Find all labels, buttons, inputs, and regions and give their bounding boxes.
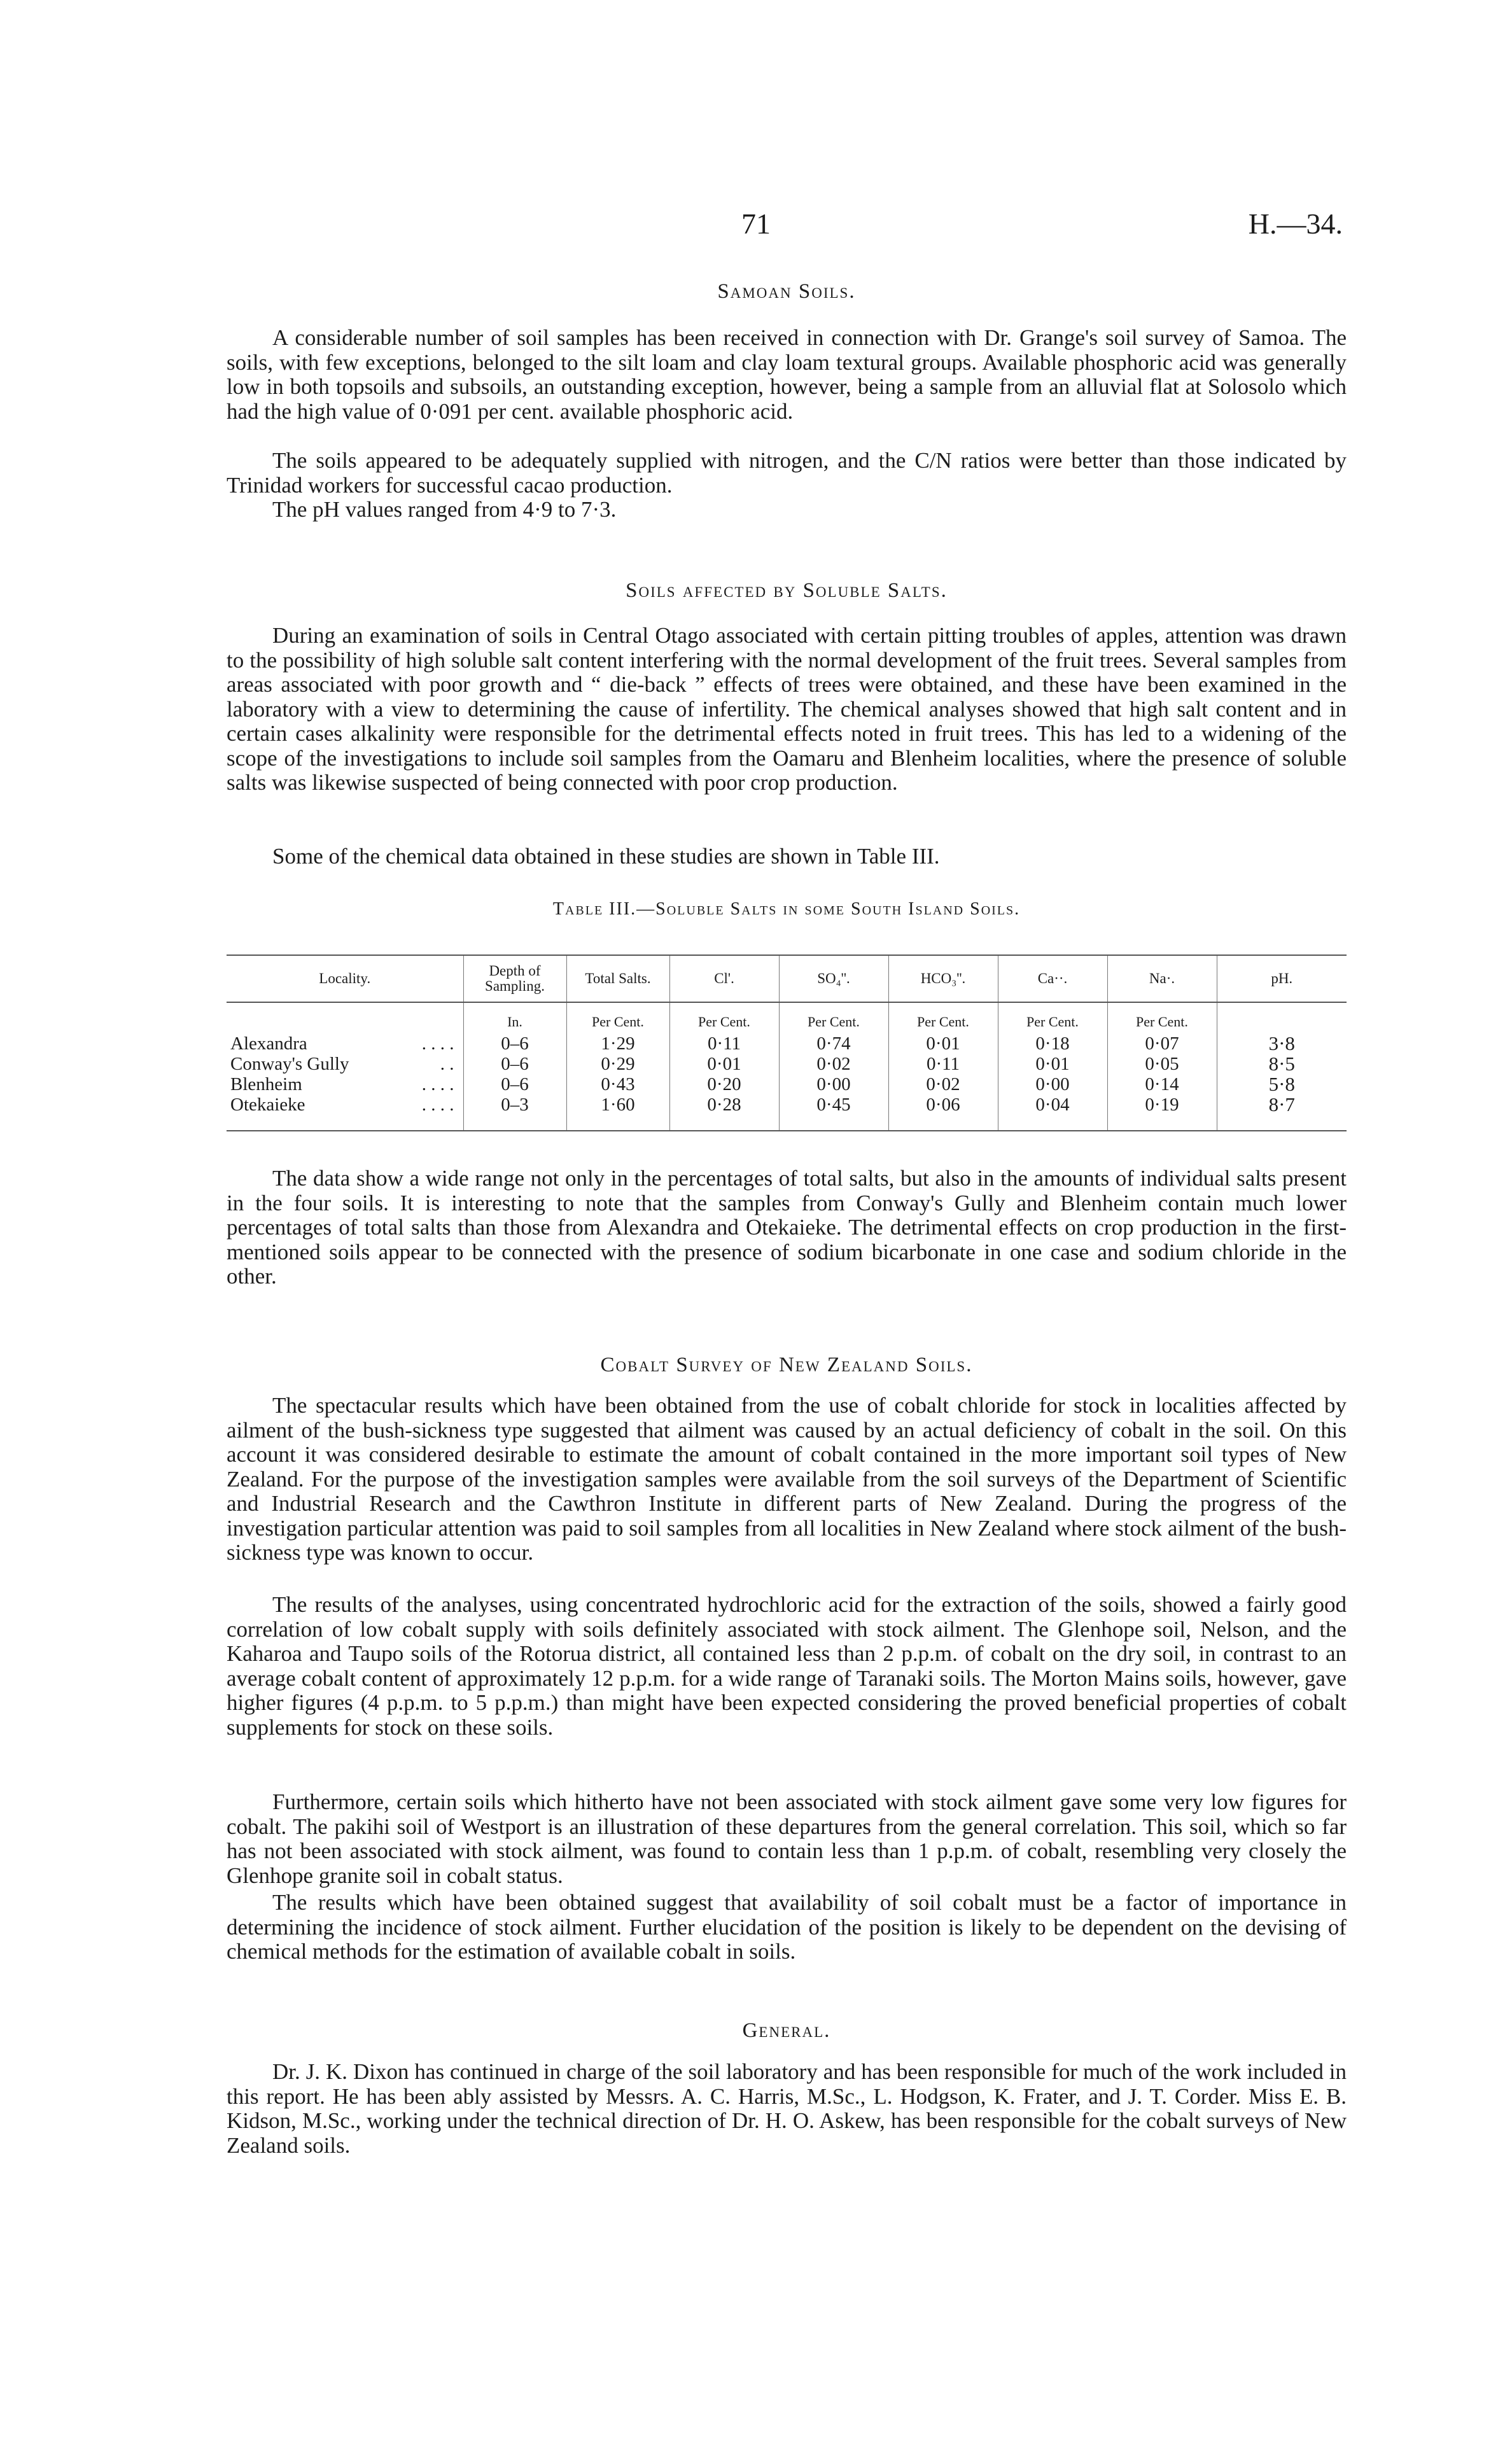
unit-cell [227,1002,463,1033]
paragraph-soluble-1: During an examination of soils in Central Otago associated with certain pitting troubles of apples, attention was drawn to the possibility of high soluble salt content interfering with the normal development of the fruit trees. Several samples from areas associated with poor growth and “ die-back ” effects of trees were obtained, and these have been examined in the laboratory with a view to determining the cause of infertility. The chemical analyses showed that high salt content and in certain cases alkalinity were responsible for the detrimental effects noted in fruit trees. This has led to a widening of the scope of the investigations to include soil samples from the Oamaru and Blenheim localities, where the presence of soluble salts was likewise suspected of being connected with poor crop production. [227,623,1347,795]
locality-cell [227,1033,463,1054]
units-row [227,1002,1347,1033]
table-row [227,1033,1347,1054]
ca-cell: 0·18 [998,1033,1107,1054]
ph-cell: 5·8 [1217,1074,1347,1095]
paragraph-samoan-2: The soils appeared to be adequately supplied with nitrogen, and the C/N ratios were better than those indicated by Trinidad workers for successful cacao production. [227,448,1347,498]
total-salts-cell: 0·29 [566,1054,669,1074]
cl-cell: 0·28 [669,1095,779,1131]
ph-cell: 8·7 [1217,1095,1347,1131]
so4-cell: 0·00 [779,1074,888,1095]
total-salts-cell: 1·60 [566,1095,669,1131]
unit-cell: In. [463,1002,566,1033]
paragraph-cobalt-3: Furthermore, certain soils which hitherto have not been associated with stock ailment gave some very low figures for cobalt. The pakihi soil of Westport is an illustration of these departures from the general correlation. This soil, which so far has not been associated with stock ailment, was found to contain less than 1 p.p.m. of cobalt, resembling very closely the Glenhope granite soil in cobalt status. [227,1789,1347,1888]
column-header: Na·. [1107,955,1217,1002]
column-header: Total Salts. [566,955,669,1002]
depth-cell: 0–6 [463,1074,566,1095]
cl-cell: 0·20 [669,1074,779,1095]
hco3-cell: 0·06 [888,1095,998,1131]
unit-cell: Per Cent. [779,1002,888,1033]
ca-cell: 0·01 [998,1054,1107,1074]
table-caption: Table III.—Soluble Salts in some South Island Soils. [552,899,1021,919]
leader-dots: . . . . [421,1095,454,1115]
unit-cell [1217,1002,1347,1033]
paragraph-general-1: Dr. J. K. Dixon has continued in charge of the soil laboratory and has been responsible for much of the work included in this report. He has been ably assisted by Messrs. A. C. Harris, M.Sc., L. Hodgson, K. Frater, and J. T. Corder. Miss E. B. Kidson, M.Sc., working under the technical direction of Dr. H. O. Askew, has been responsible for the cobalt surveys of New Zealand soils. [227,2059,1347,2158]
na-cell: 0·07 [1107,1033,1217,1054]
paragraph-soluble-2: Some of the chemical data obtained in these studies are shown in Table III. [272,844,940,869]
paragraph-samoan-1: A considerable number of soil samples has been received in connection with Dr. Grange's soil survey of Samoa. The soils, with few exceptions, belonged to the silt loam and clay loam textural groups. Available phosphoric acid was generally low in both topsoils and subsoils, an outstanding exception, however, being a sample from an alluvial flat at Solosolo which had the high value of 0·091 per cent. available phosphoric acid. [227,325,1347,424]
so4-cell: 0·74 [779,1033,888,1054]
table-header-row [227,955,1347,1002]
locality-name: Blenheim [230,1074,302,1095]
na-cell: 0·19 [1107,1095,1217,1131]
ph-cell: 3·8 [1217,1033,1347,1054]
depth-cell: 0–3 [463,1095,566,1131]
paragraph-cobalt-2: The results of the analyses, using concentrated hydrochloric acid for the extraction of the soils, showed a fairly good correlation of low cobalt supply with soils definitely associated with stock ailment. The Glenhope soil, Nelson, and the Kaharoa and Taupo soils of the Rotorua district, all contained less than 2 p.p.m. of cobalt on the dry soil, in contrast to an average cobalt content of approximately 12 p.p.m. for a wide range of Taranaki soils. The Morton Mains soils, however, gave higher figures (4 p.p.m. to 5 p.p.m.) than might have been expected considering the proved beneficial properties of cobalt supplements for stock on these soils. [227,1592,1347,1740]
so4-cell: 0·45 [779,1095,888,1131]
table-row [227,1074,1347,1095]
unit-cell: Per Cent. [1107,1002,1217,1033]
leader-dots: . . . . [421,1074,454,1095]
unit-cell: Per Cent. [998,1002,1107,1033]
ca-cell: 0·04 [998,1095,1107,1131]
locality-name: Conway's Gully [230,1054,349,1074]
so4-cell: 0·02 [779,1054,888,1074]
locality-cell [227,1054,463,1074]
column-header: Ca··. [998,955,1107,1002]
paragraph-soluble-3: The data show a wide range not only in the percentages of total salts, but also in the amounts of individual salts present in the four soils. It is interesting to note that the samples from Conway's Gully and Blenheim contain much lower percentages of total salts than those from Alexandra and Otekaieke. The detrimental effects on crop production in the first-mentioned soils appear to be connected with the presence of sodium bicarbonate in one case and sodium chloride in the other. [227,1166,1347,1289]
column-header: Locality. [227,955,463,1002]
unit-cell: Per Cent. [566,1002,669,1033]
locality-name: Otekaieke [230,1095,305,1115]
heading-general: General. [742,2019,831,2042]
cl-cell: 0·11 [669,1033,779,1054]
paragraph-cobalt-1: The spectacular results which have been obtained from the use of cobalt chloride for stock in localities affected by ailment of the bush-sickness type suggested that ailment was caused by an actual deficiency of cobalt in the soil. On this account it was considered desirable to estimate the amount of cobalt contained in the more important soil types of New Zealand. For the purpose of the investigation samples were available from the soil surveys of the Department of Scientific and Industrial Research and the Cawthron Institute in different parts of New Zealand. During the progress of the investigation particular attention was paid to soil samples from all localities in New Zealand where stock ailment of the bush-sickness type was known to occur. [227,1393,1347,1565]
column-header: HCO₃''. [888,955,998,1002]
leader-dots: . . . . [421,1033,454,1054]
depth-cell: 0–6 [463,1033,566,1054]
heading-cobalt-survey: Cobalt Survey of New Zealand Soils. [600,1353,973,1376]
locality-cell [227,1095,463,1131]
table-row [227,1095,1347,1131]
column-header: SO₄''. [779,955,888,1002]
paragraph-samoan-3: The pH values ranged from 4·9 to 7·3. [272,497,617,522]
hco3-cell: 0·02 [888,1074,998,1095]
column-header: Depth of Sampling. [463,955,566,1002]
total-salts-cell: 1·29 [566,1033,669,1054]
ca-cell: 0·00 [998,1074,1107,1095]
na-cell: 0·05 [1107,1054,1217,1074]
page-number: 71 [741,207,771,240]
ph-cell: 8·5 [1217,1054,1347,1074]
hco3-cell: 0·01 [888,1033,998,1054]
column-header: Cl'. [669,955,779,1002]
cl-cell: 0·01 [669,1054,779,1074]
leader-dots: . . [440,1054,454,1074]
unit-cell: Per Cent. [669,1002,779,1033]
unit-cell: Per Cent. [888,1002,998,1033]
total-salts-cell: 0·43 [566,1074,669,1095]
depth-cell: 0–6 [463,1054,566,1074]
paragraph-cobalt-4: The results which have been obtained suggest that availability of soil cobalt must be a factor of importance in determining the incidence of stock ailment. Further elucidation of the position is likely to be dependent on the devising of chemical methods for the estimation of available cobalt in soils. [227,1890,1347,1964]
document-reference: H.—34. [1248,207,1343,240]
heading-samoan-soils: Samoan Soils. [717,280,856,303]
hco3-cell: 0·11 [888,1054,998,1074]
locality-name: Alexandra [230,1033,307,1054]
table-row [227,1054,1347,1074]
locality-cell [227,1074,463,1095]
heading-soluble-salts: Soils affected by Soluble Salts. [626,579,948,602]
na-cell: 0·14 [1107,1074,1217,1095]
column-header: pH. [1217,955,1347,1002]
soluble-salts-table [227,955,1347,1131]
